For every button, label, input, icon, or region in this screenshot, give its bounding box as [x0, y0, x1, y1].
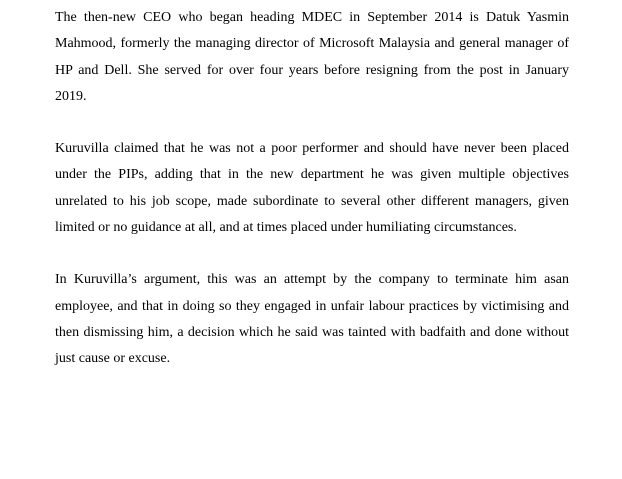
paragraph-kuruvilla-argument: In Kuruvilla’s argument, this was an attempt by the company to terminate him asan employee, and that in doing so they engaged in unfair labour practices by victimising and then dismissing him, a decision which he said was tainted with badfaith and done without just cause or excuse.	[55, 272, 569, 367]
document-body	[55, 5, 569, 399]
paragraph-ceo-background: The then-new CEO who began heading MDEC in September 2014 is Datuk Yasmin Mahmood, formerly the managing director of Microsoft Malaysia and general manager of HP and Dell. She served for over four years before resigning from the post in January 2019.	[55, 10, 569, 104]
paragraph-kuruvilla-claim: Kuruvilla claimed that he was not a poor performer and should have never been placed under the PIPs, adding that in the new department he was given multiple objectives unrelated to his job scope, made subordinate to several other different managers, given limited or no guidance at all, and at times placed under humiliating circumstances.	[55, 141, 569, 236]
